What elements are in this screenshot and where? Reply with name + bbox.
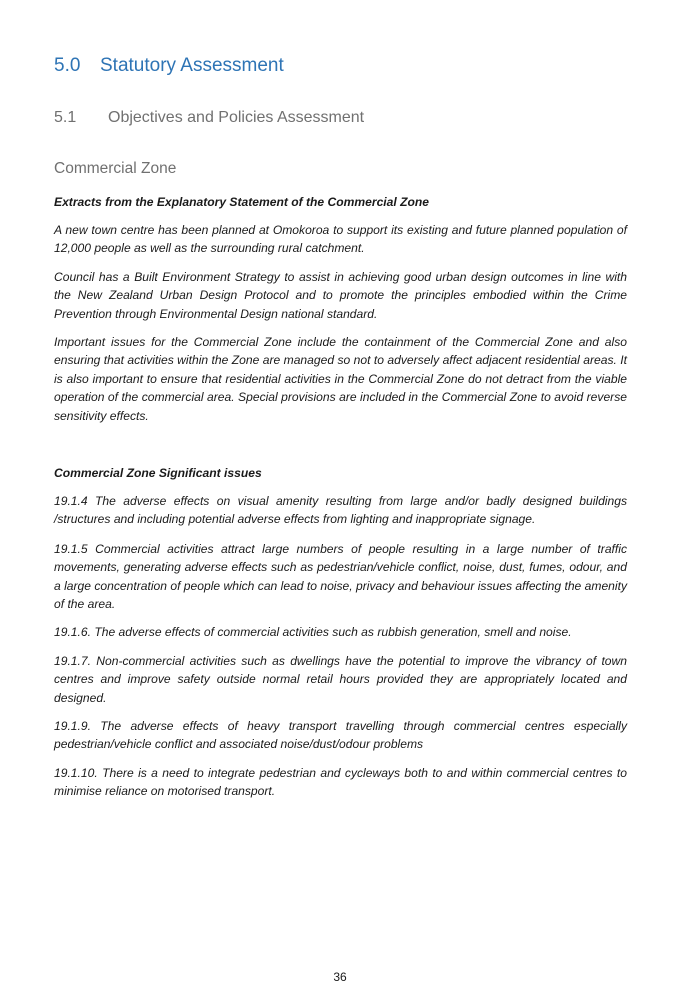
issue-item: 19.1.7. Non-commercial activities such as dwellings have the potential to improve the vibrancy of town centres and improve safety outside normal retail hours provided they are appropriately located and designed. — [54, 654, 627, 705]
subsection-title: Objectives and Policies Assessment — [108, 109, 365, 126]
explanatory-paragraph: Important issues for the Commercial Zone include the containment of the Commercial Zone and also ensuring that activities within the Zone are managed so not to adversely affect adjacent residential areas. It is also important to ensure that residential activities in the Commercial Zone do not detract from the viable operation of the commercial area. Special provisions are included in the Commercial Zone to avoid reverse sensitivity effects. — [54, 335, 627, 423]
section-number: 5.0 — [54, 55, 81, 76]
issue-item: 19.1.10. There is a need to integrate pedestrian and cycleways both to and within commercial centres to minimise reliance on motorised transport. — [54, 766, 627, 799]
zone-heading: Commercial Zone — [54, 160, 177, 177]
explanatory-paragraph: Council has a Built Environment Strategy to assist in achieving good urban design outcomes in line with the New Zealand Urban Design Protocol and to promote the principles embodied within the Crime Prevention through Environmental Design national standard. — [54, 270, 627, 321]
issue-item: 19.1.9. The adverse effects of heavy transport travelling through commercial centres especially pedestrian/vehicle conflict and associated noise/dust/odour problems — [54, 719, 627, 752]
section-heading — [54, 55, 284, 77]
issue-item: 19.1.6. The adverse effects of commercial activities such as rubbish generation, smell and noise. — [54, 625, 572, 639]
section-title: Statutory Assessment — [100, 55, 284, 76]
explanatory-paragraph: A new town centre has been planned at Omokoroa to support its existing and future planned population of 12,000 people as well as the surrounding rural catchment. — [54, 223, 627, 256]
issues-heading: Commercial Zone Significant issues — [54, 466, 262, 480]
subsection-number: 5.1 — [54, 109, 77, 126]
subsection-heading — [54, 109, 364, 127]
page-number: 36 — [333, 970, 347, 984]
issue-item: 19.1.5 Commercial activities attract large numbers of people resulting in a large number of traffic movements, generating adverse effects such as pedestrian/vehicle conflict, noise, dust, fumes, odour, and a large concentration of people which can lead to noise, privacy and behaviour issues affecting the amenity of the area. — [54, 542, 627, 612]
issue-item: 19.1.4 The adverse effects on visual amenity resulting from large and/or badly designed buildings /structures and including potential adverse effects from lighting and inappropriate signage. — [54, 494, 627, 527]
explanatory-heading: Extracts from the Explanatory Statement of the Commercial Zone — [54, 195, 429, 209]
